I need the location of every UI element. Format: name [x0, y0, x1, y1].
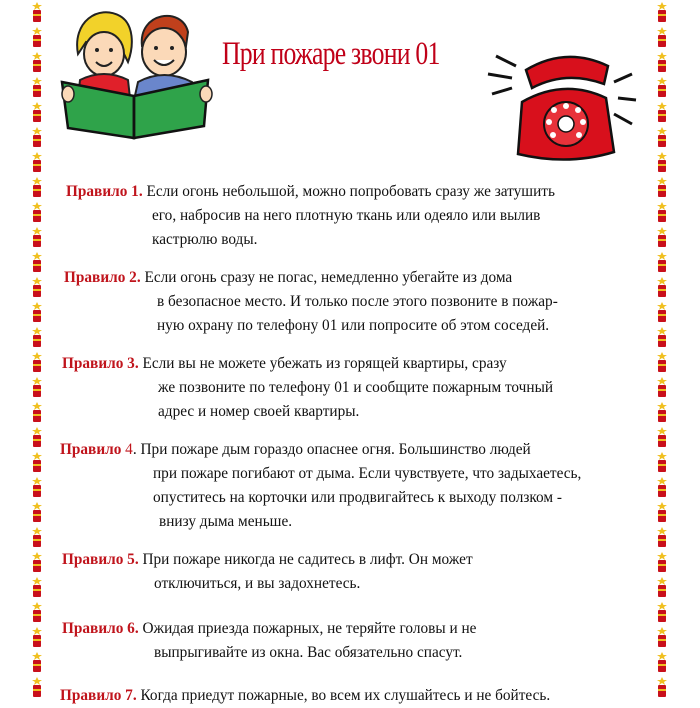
rule-3-line-3: адрес и номер своей квартиры.	[158, 403, 360, 420]
rule-4-line-4: внизу дыма меньше.	[159, 513, 293, 530]
firework-border-icon	[30, 552, 44, 574]
firework-border-icon	[30, 27, 44, 49]
firework-border-icon	[655, 102, 669, 124]
firework-border-icon	[655, 527, 669, 549]
firework-border-icon	[30, 427, 44, 449]
firework-border-icon	[655, 577, 669, 599]
rule-7-line-1: Когда приедут пожарные, во всем их слушайтесь и не бойтесь.	[136, 687, 551, 704]
kids-reading-book-illustration	[58, 2, 214, 140]
firework-border-icon	[655, 477, 669, 499]
rule-7-label: Правило 7.	[60, 687, 137, 704]
firework-border-icon	[655, 627, 669, 649]
rule-6-label: Правило 6.	[62, 620, 139, 637]
firework-border-icon	[30, 527, 44, 549]
rule-5-label: Правило 5.	[62, 551, 139, 568]
firework-border-icon	[30, 602, 44, 624]
firework-border-icon	[655, 2, 669, 24]
firework-border-icon	[655, 552, 669, 574]
firework-border-icon	[30, 452, 44, 474]
rule-1-line-2: его, набросив на него плотную ткань или одеяло или вылив	[152, 207, 541, 224]
firework-border-icon	[30, 52, 44, 74]
firework-border-icon	[30, 627, 44, 649]
rule-3-line-1: Если вы не можете убежать из горящей квартиры, сразу	[138, 355, 507, 372]
rule-4-number: 4	[121, 441, 133, 458]
rule-3-label: Правило 3.	[62, 355, 139, 372]
firework-border-icon	[655, 277, 669, 299]
rule-1	[66, 180, 555, 252]
firework-border-icon	[655, 27, 669, 49]
firework-border-icon	[30, 102, 44, 124]
rule-1-label: Правило 1.	[66, 183, 143, 200]
firework-border-icon	[30, 202, 44, 224]
rule-2-line-2: в безопасное место. И только после этого позвоните в пожар-	[157, 293, 558, 310]
firework-border-icon	[655, 402, 669, 424]
rule-4-label: Правило	[60, 441, 122, 458]
rule-6-line-1: Ожидая приезда пожарных, не теряйте головы и не	[138, 620, 477, 637]
rule-5	[62, 548, 473, 596]
firework-border-icon	[30, 302, 44, 324]
firework-border-icon	[655, 152, 669, 174]
firework-border-icon	[30, 77, 44, 99]
firework-border-icon	[30, 227, 44, 249]
firework-border-icon	[30, 502, 44, 524]
firework-border-icon	[30, 402, 44, 424]
firework-border-icon	[655, 602, 669, 624]
firework-border-icon	[655, 677, 669, 699]
firework-border-icon	[655, 302, 669, 324]
firework-border-icon	[30, 577, 44, 599]
firework-border-icon	[30, 177, 44, 199]
firework-border-icon	[30, 127, 44, 149]
left-firework-border	[30, 0, 44, 700]
firework-border-icon	[30, 677, 44, 699]
firework-border-icon	[655, 252, 669, 274]
rule-6	[62, 617, 476, 665]
firework-border-icon	[655, 427, 669, 449]
rule-3	[62, 352, 553, 424]
firework-border-icon	[655, 327, 669, 349]
rule-3-line-2: же позвоните по телефону 01 и сообщите пожарным точный	[158, 379, 554, 396]
firework-border-icon	[655, 177, 669, 199]
firework-border-icon	[30, 352, 44, 374]
firework-border-icon	[655, 202, 669, 224]
rule-1-line-1: Если огонь небольшой, можно попробовать сразу же затушить	[142, 183, 555, 200]
firework-border-icon	[30, 477, 44, 499]
firework-border-icon	[655, 452, 669, 474]
firework-border-icon	[655, 352, 669, 374]
rule-5-line-1: При пожаре никогда не садитесь в лифт. Он может	[138, 551, 473, 568]
right-firework-border	[655, 0, 669, 700]
firework-border-icon	[655, 77, 669, 99]
rule-2	[64, 266, 558, 338]
rule-5-line-2: отключиться, и вы задохнетесь.	[154, 575, 361, 592]
firework-border-icon	[30, 152, 44, 174]
rule-4	[60, 438, 581, 534]
rule-4-line-1: . При пожаре дым гораздо опаснее огня. Большинство людей	[132, 441, 531, 458]
firework-border-icon	[30, 377, 44, 399]
rule-6-line-2: выпрыгивайте из окна. Вас обязательно спасут.	[154, 644, 463, 661]
firework-border-icon	[655, 227, 669, 249]
firework-border-icon	[655, 377, 669, 399]
firework-border-icon	[655, 52, 669, 74]
rule-2-line-3: ную охрану по телефону 01 или попросите об этом соседей.	[157, 317, 550, 334]
firework-border-icon	[30, 2, 44, 24]
firework-border-icon	[30, 652, 44, 674]
rule-2-label: Правило 2.	[64, 269, 141, 286]
red-telephone-illustration	[482, 44, 638, 164]
firework-border-icon	[30, 327, 44, 349]
rule-4-line-3: опуститесь на корточки или продвигайтесь к выходу ползком -	[153, 489, 562, 506]
page-title: При пожаре звони 01	[222, 36, 440, 72]
firework-border-icon	[655, 127, 669, 149]
rule-2-line-1: Если огонь сразу не погас, немедленно убегайте из дома	[140, 269, 513, 286]
firework-border-icon	[30, 277, 44, 299]
firework-border-icon	[30, 252, 44, 274]
rule-1-line-3: кастрюлю воды.	[152, 231, 258, 248]
rule-7	[60, 684, 550, 708]
rule-4-line-2: при пожаре погибают от дыма. Если чувствуете, что задыхаетесь,	[153, 465, 582, 482]
firework-border-icon	[655, 652, 669, 674]
firework-border-icon	[655, 502, 669, 524]
